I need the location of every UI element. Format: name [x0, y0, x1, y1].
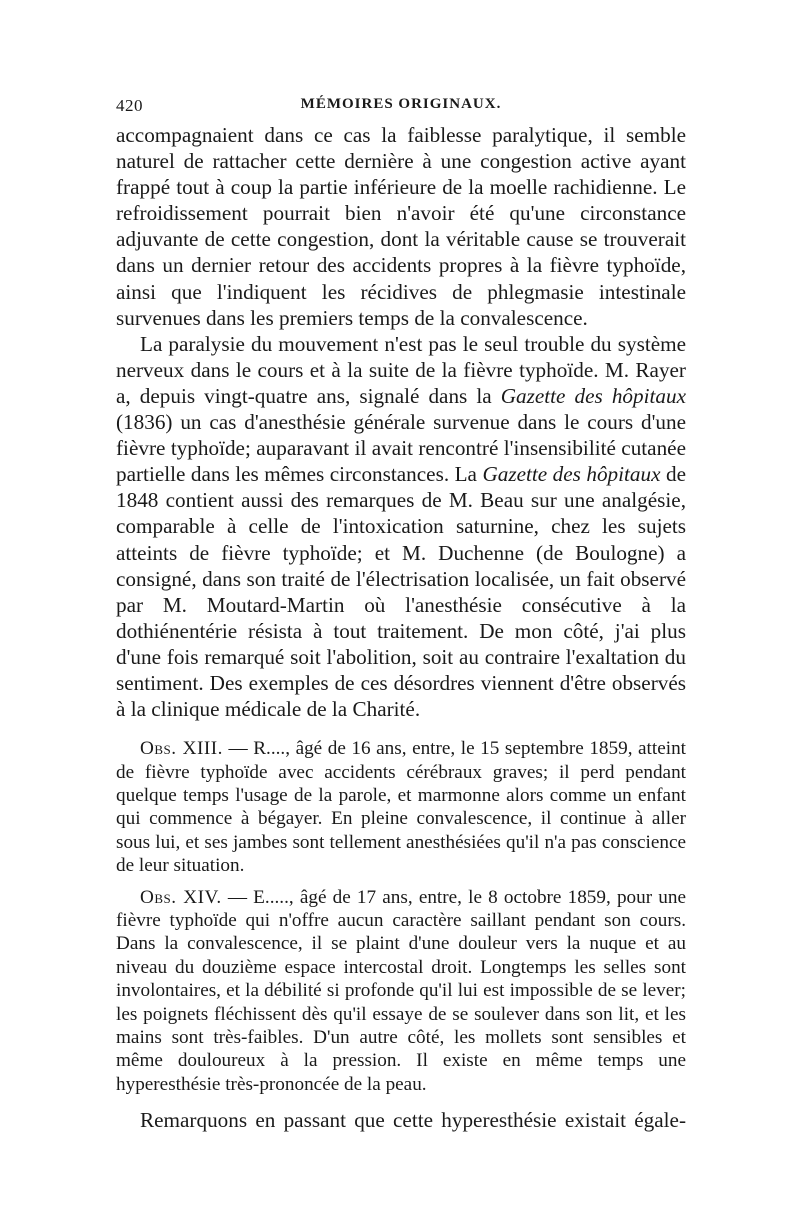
observation-text: — R...., âgé de 16 ans, entre, le 15 septembre 1859, atteint de fièvre typhoïde avec accidents cérébraux graves; il perd pendant quelque temps l'usage de la parole, et marmonne alors comme un enfant qui commence à bégayer. En pleine convalescence, il continue à aller sous lui, et ses jambes sont tellement anesthésiées qu'il n'a pas conscience de leur situation.: [116, 738, 686, 877]
book-page: [116, 96, 686, 1133]
paragraph-text: La paralysie du mouvement n'est pas le seul trouble du système nerveux dans le cours et à la suite de la fièvre typhoïde. M. Rayer a, depuis vingt-quatre ans, signalé dans la: [116, 331, 686, 408]
page-number: 420: [116, 96, 143, 115]
observation-14: [116, 886, 686, 1097]
running-title: MÉMOIRES ORIGINAUX.: [300, 96, 502, 112]
paragraph-paralysie: [116, 331, 686, 722]
observation-label: Obs. XIV.: [140, 886, 222, 908]
journal-title: Gazette des hôpitaux: [482, 462, 661, 487]
paragraph-continuation: accompagnaient dans ce cas la faiblesse paralytique, il semble naturel de rattacher cette dernière à une congestion active ayant frappé tout à coup la partie inférieure de la moelle rachidienne. Le refroidissement pourrait bien n'avoir été qu'une circonstance adjuvante de cette congestion, dont la véritable cause se trouverait dans un dernier retour des accidents propres à la fièvre typhoïde, ainsi que l'indiquent les récidives de phlegmasie intestinale survenues dans les premiers temps de la convalescence.: [116, 123, 686, 330]
paragraph-text: (1836) un cas d'anesthésie générale survenue dans le cours d'une fièvre typhoïde; auparavant il avait rencontré l'insensibilité cutanée partielle dans les mêmes circonstances. La: [116, 410, 686, 487]
running-head: [116, 96, 686, 122]
observation-text: — E....., âgé de 17 ans, entre, le 8 octobre 1859, pour une fièvre typhoïde qui n'offre aucun caractère saillant pendant son cours. Dans la convalescence, il se plaint d'une douleur vers la nuque et au niveau du douzième espace intercostal droit. Longtemps les selles sont involontaires, et la débilité si profonde qu'il lui est impossible de se lever; les poignets fléchissent dès qu'il essaye de se soulever dans son lit, et les mains sont très-faibles. D'un autre côté, les mollets sont sensibles et même douloureux à la pression. Il existe en même temps une hyperesthésie très-prononcée de la peau.: [116, 886, 686, 1095]
observation-13: [116, 737, 686, 877]
paragraph-text: de 1848 contient aussi des remarques de M. Beau sur une analgésie, comparable à celle de l'intoxication saturnine, chez les sujets atteints de fièvre typhoïde; et M. Duchenne (de Boulogne) a consigné, dans son traité de l'électrisation localisée, un fait observé par M. Moutard-Martin où l'anesthésie consécutive à la dothiénentérie résista à tout traitement. De mon côté, j'ai plus d'une fois remarqué soit l'abolition, soit au contraire l'exaltation du sentiment. Des exemples de ces désordres viennent d'être observés à la clinique médicale de la Charité.: [116, 462, 686, 722]
observation-label: Obs. XIII.: [140, 738, 223, 760]
journal-title: Gazette des hôpitaux: [500, 383, 686, 408]
main-text: [116, 122, 686, 722]
closing-line: Remarquons en passant que cette hyperesthésie existait égale-: [140, 1108, 686, 1133]
